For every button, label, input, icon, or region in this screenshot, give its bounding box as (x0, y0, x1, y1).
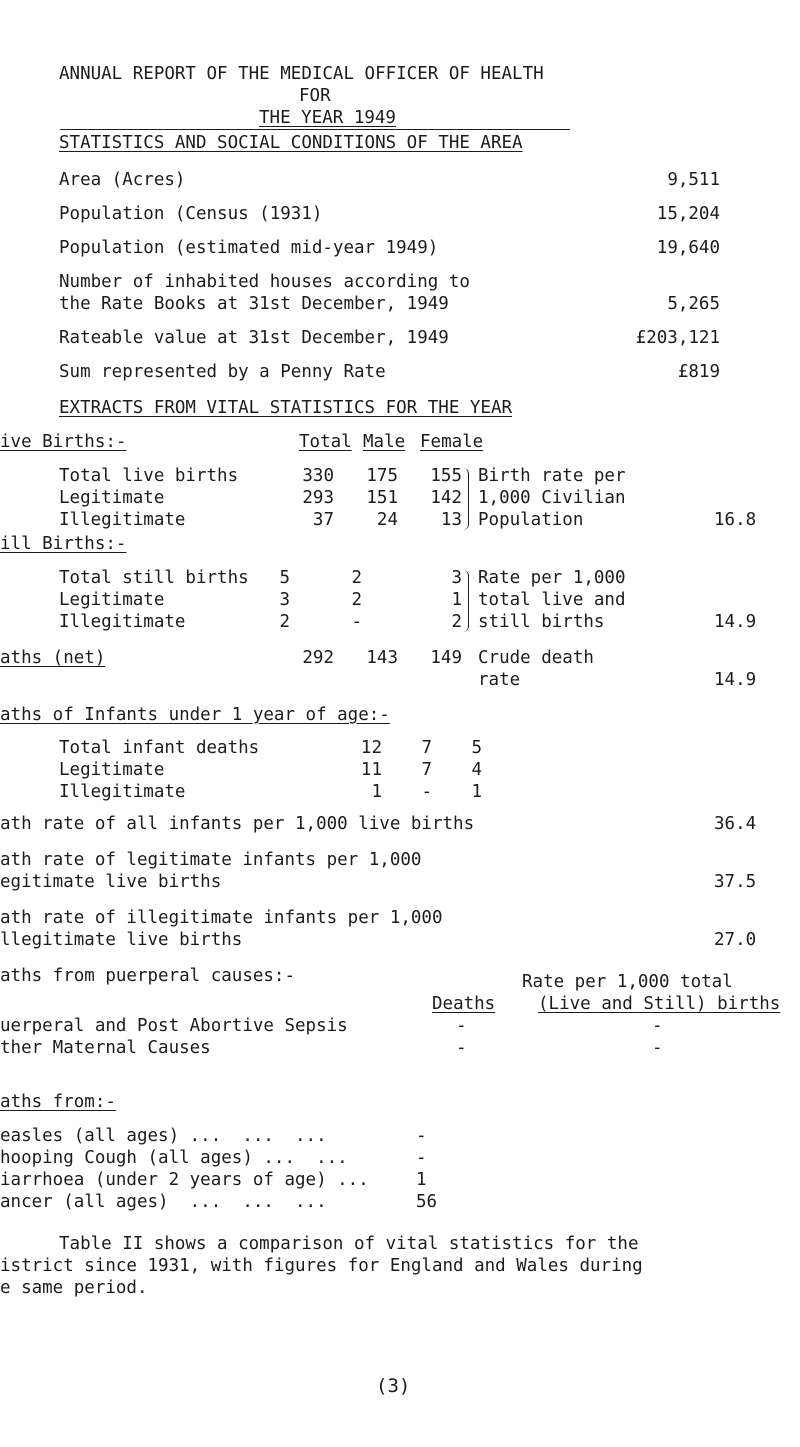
infant-total-female: 5 (471, 738, 482, 758)
infant-deaths-heading: aths of Infants under 1 year of age:- (0, 705, 390, 725)
stat-value-census: 15,204 (656, 204, 720, 224)
page-number: (3) (376, 1375, 411, 1397)
live-illegit-label: Illegitimate (59, 510, 186, 530)
live-legit-female: 142 (430, 488, 462, 508)
still-rate-note-2: total live and (478, 590, 626, 610)
infant-rate-all-value: 36.4 (714, 814, 757, 834)
still-illegit-total: 2 (279, 612, 290, 632)
infant-legit-female: 4 (471, 760, 482, 780)
still-legit-total: 3 (279, 590, 290, 610)
infant-illegit-male: - (421, 782, 432, 802)
crude-death-note-2: rate (478, 670, 521, 690)
birth-rate-note-2: 1,000 Civilian (478, 488, 626, 508)
still-illegit-label: Illegitimate (59, 612, 186, 632)
whooping-cough-label: hooping Cough (all ages) ... ... (0, 1148, 348, 1168)
stat-label-houses-2: the Rate Books at 31st December, 1949 (59, 294, 449, 314)
still-births-heading: ill Births:- (0, 534, 127, 554)
still-births-label: Total still births (59, 568, 249, 588)
footer-line-1: Table II shows a comparison of vital statistics for the (59, 1234, 639, 1254)
infant-total-male: 7 (421, 738, 432, 758)
infant-illegit-female: 1 (471, 782, 482, 802)
puerperal-rate-header-2: (Live and Still) births (538, 994, 781, 1014)
puerperal-sepsis-deaths: - (456, 1016, 467, 1036)
report-title: ANNUAL REPORT OF THE MEDICAL OFFICER OF HEALTH (59, 64, 544, 84)
still-rate-note-3: still births (478, 612, 605, 632)
live-births-male: 175 (366, 466, 398, 486)
still-illegit-female: 2 (451, 612, 462, 632)
live-illegit-total: 37 (312, 510, 334, 530)
still-legit-label: Legitimate (59, 590, 165, 610)
report-title-for: FOR (299, 86, 331, 106)
live-illegit-male: 24 (376, 510, 398, 530)
stats-heading: STATISTICS AND SOCIAL CONDITIONS OF THE AREA (59, 133, 523, 153)
col-total-header: Total (299, 432, 352, 452)
birth-rate-note-3: Population (478, 510, 584, 530)
puerperal-other-rate: - (652, 1038, 663, 1058)
stat-value-area: 9,511 (667, 170, 720, 190)
infant-rate-legit-label-1: ath rate of legitimate infants per 1,000 (0, 850, 422, 870)
infant-rate-legit-label-2: egitimate live births (0, 872, 222, 892)
still-births-brace (463, 570, 469, 632)
puerperal-other-deaths: - (456, 1038, 467, 1058)
still-legit-female: 1 (451, 590, 462, 610)
live-legit-male: 151 (366, 488, 398, 508)
infant-rate-illegit-label-2: llegitimate live births (0, 930, 243, 950)
stat-value-population: 19,640 (656, 238, 720, 258)
header-rule (60, 129, 570, 130)
deaths-net-male: 143 (366, 648, 398, 668)
crude-death-rate: 14.9 (714, 670, 757, 690)
live-legit-label: Legitimate (59, 488, 165, 508)
footer-line-2: istrict since 1931, with figures for England and Wales during (0, 1256, 643, 1276)
stat-label-rateable: Rateable value at 31st December, 1949 (59, 328, 449, 348)
stat-label-population: Population (estimated mid-year 1949) (59, 238, 439, 258)
cancer-label: ancer (all ages) ... ... ... (0, 1192, 327, 1212)
still-births-female: 3 (451, 568, 462, 588)
infant-rate-all-label: ath rate of all infants per 1,000 live births (0, 814, 475, 834)
stat-value-penny: £819 (677, 362, 720, 382)
live-legit-total: 293 (302, 488, 334, 508)
live-illegit-female: 13 (440, 510, 462, 530)
report-year: THE YEAR 1949 (259, 108, 396, 128)
vital-heading: EXTRACTS FROM VITAL STATISTICS FOR THE YEAR (59, 398, 513, 418)
infant-rate-illegit-label-1: ath rate of illegitimate infants per 1,000 (0, 908, 443, 928)
measles-value: - (416, 1126, 427, 1146)
still-births-male: 2 (351, 568, 362, 588)
measles-label: easles (all ages) ... ... ... (0, 1126, 327, 1146)
puerperal-sepsis-rate: - (652, 1016, 663, 1036)
puerperal-deaths-header: Deaths (432, 994, 496, 1014)
crude-death-note-1: Crude death (478, 648, 594, 668)
live-births-heading: ive Births:- (0, 432, 127, 452)
stat-label-census: Population (Census (1931) (59, 204, 323, 224)
puerperal-heading: aths from puerperal causes:- (0, 966, 296, 986)
deaths-from-heading: aths from:- (0, 1092, 116, 1112)
infant-illegit-label: Illegitimate (59, 782, 186, 802)
stat-label-area: Area (Acres) (59, 170, 186, 190)
stat-label-houses: Number of inhabited houses according to (59, 272, 470, 292)
deaths-net-female: 149 (430, 648, 462, 668)
footer-line-3: e same period. (0, 1278, 148, 1298)
birth-rate-note-1: Birth rate per (478, 466, 626, 486)
deaths-net-total: 292 (302, 648, 334, 668)
infant-legit-total: 11 (360, 760, 382, 780)
diarrhoea-value: 1 (416, 1170, 427, 1190)
deaths-net-label-text: aths (net) (0, 648, 106, 668)
infant-legit-male: 7 (421, 760, 432, 780)
col-female-header: Female (420, 432, 484, 452)
stat-value-rateable: £203,121 (635, 328, 720, 348)
still-legit-male: 2 (351, 590, 362, 610)
still-births-total: 5 (279, 568, 290, 588)
puerperal-other-label: ther Maternal Causes (0, 1038, 211, 1058)
infant-rate-legit-value: 37.5 (714, 872, 757, 892)
live-births-female: 155 (430, 466, 462, 486)
deaths-net-label (0, 648, 105, 669)
infant-total-label: Total infant deaths (59, 738, 260, 758)
diarrhoea-label: iarrhoea (under 2 years of age) ... (0, 1170, 369, 1190)
still-illegit-male: - (351, 612, 362, 632)
cancer-value: 56 (416, 1192, 438, 1212)
col-male-header: Male (363, 432, 406, 452)
birth-rate-value: 16.8 (714, 510, 757, 530)
stat-value-houses: 5,265 (667, 294, 720, 314)
infant-illegit-total: 1 (371, 782, 382, 802)
live-births-label: Total live births (59, 466, 239, 486)
infant-total-total: 12 (360, 738, 382, 758)
infant-rate-illegit-value: 27.0 (714, 930, 757, 950)
infant-legit-label: Legitimate (59, 760, 165, 780)
still-rate-value: 14.9 (714, 612, 757, 632)
live-births-total: 330 (302, 466, 334, 486)
puerperal-sepsis-label: uerperal and Post Abortive Sepsis (0, 1016, 348, 1036)
live-births-brace (463, 468, 469, 530)
puerperal-rate-header-1: Rate per 1,000 total (522, 972, 733, 992)
stat-label-penny: Sum represented by a Penny Rate (59, 362, 386, 382)
whooping-cough-value: - (416, 1148, 427, 1168)
still-rate-note-1: Rate per 1,000 (478, 568, 626, 588)
